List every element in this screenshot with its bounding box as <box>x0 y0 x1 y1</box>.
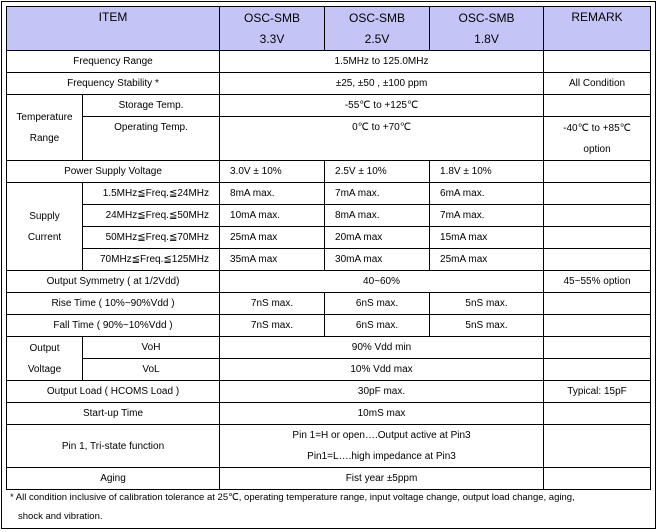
power-supply-1v8: 1.8V ± 10% <box>430 161 544 183</box>
table-row <box>7 271 651 293</box>
storage-temp-label: Storage Temp. <box>83 95 220 117</box>
remark-cell <box>544 315 651 337</box>
operating-temp-remark-line1: -40℃ to +85℃ <box>563 122 631 134</box>
supply-current-3v3: 35mA max <box>220 249 325 271</box>
table-row <box>7 117 651 161</box>
vol-value: 10% Vdd max <box>220 359 544 381</box>
footnote-line2: shock and vibration. <box>18 511 103 522</box>
remark-cell <box>544 337 651 359</box>
table-row <box>7 293 651 315</box>
table-row <box>7 359 651 381</box>
table-row <box>7 227 651 249</box>
table-row <box>7 95 651 117</box>
header-col-3v3-model: OSC-SMB <box>244 10 301 25</box>
temperature-group-label <box>7 95 83 161</box>
output-load-remark: Typical: 15pF <box>544 381 651 403</box>
storage-temp-value: -55℃ to +125℃ <box>220 95 544 117</box>
power-supply-2v5: 2.5V ± 10% <box>325 161 430 183</box>
rise-time-label: Rise Time ( 10%~90%Vdd ) <box>7 293 220 315</box>
table-row <box>7 403 651 425</box>
remark-cell <box>544 51 651 73</box>
supply-current-1v8: 7mA max. <box>430 205 544 227</box>
output-load-value: 30pF max. <box>220 381 544 403</box>
remark-cell <box>544 359 651 381</box>
output-voltage-group-label <box>7 337 83 381</box>
supply-current-2v5: 30mA max <box>325 249 430 271</box>
output-symmetry-label: Output Symmetry ( at 1/2Vdd) <box>7 271 220 293</box>
remark-cell <box>544 425 651 468</box>
spec-table <box>6 6 651 490</box>
aging-value: Fist year ±5ppm <box>220 468 544 490</box>
table-row <box>7 315 651 337</box>
operating-temp-label: Operating Temp. <box>83 117 220 161</box>
supply-current-1v8: 15mA max <box>430 227 544 249</box>
table-row <box>7 183 651 205</box>
footnote-line1: * All condition inclusive of calibration tolerance at 25℃, operating temperature range, input voltage change, output load change, aging, <box>10 492 575 503</box>
output-voltage-group-line2: Voltage <box>27 363 62 375</box>
footnote <box>10 488 652 526</box>
supply-current-2v5: 8mA max. <box>325 205 430 227</box>
voh-value: 90% Vdd min <box>220 337 544 359</box>
power-supply-label: Power Supply Voltage <box>7 161 220 183</box>
output-symmetry-remark: 45~55% option <box>544 271 651 293</box>
table-row <box>7 249 651 271</box>
frequency-stability-value: ±25, ±50 , ±100 ppm <box>220 73 544 95</box>
supply-current-3v3: 10mA max. <box>220 205 325 227</box>
header-col-1v8-model: OSC-SMB <box>458 10 515 25</box>
header-col-3v3-voltage: 3.3V <box>259 31 285 46</box>
remark-cell <box>544 183 651 205</box>
remark-cell <box>544 227 651 249</box>
supply-current-group-label <box>7 183 83 271</box>
header-col-2v5-model: OSC-SMB <box>349 10 406 25</box>
startup-time-label: Start-up Time <box>7 403 220 425</box>
supply-current-range-label: 1.5MHz≦Freq.≦24MHz <box>83 183 220 205</box>
rise-time-1v8: 5nS max. <box>430 293 544 315</box>
table-row <box>7 337 651 359</box>
temperature-group-line1: Temperature <box>16 111 73 123</box>
supply-current-range-label: 70MHz≦Freq.≦125MHz <box>83 249 220 271</box>
supply-current-group-line1: Supply <box>29 210 60 222</box>
frequency-stability-label: Frequency Stability * <box>7 73 220 95</box>
supply-current-3v3: 8mA max. <box>220 183 325 205</box>
tristate-label: Pin 1, Tri-state function <box>7 425 220 468</box>
table-row <box>7 381 651 403</box>
operating-temp-remark-line2: option <box>583 143 611 155</box>
output-load-label: Output Load ( HCOMS Load ) <box>7 381 220 403</box>
fall-time-label: Fall Time ( 90%~10%Vdd ) <box>7 315 220 337</box>
remark-cell <box>544 205 651 227</box>
power-supply-3v3: 3.0V ± 10% <box>220 161 325 183</box>
operating-temp-value: 0℃ to +70℃ <box>220 117 544 161</box>
table-row <box>7 425 651 468</box>
supply-current-2v5: 20mA max <box>325 227 430 249</box>
fall-time-3v3: 7nS max. <box>220 315 325 337</box>
table-row <box>7 161 651 183</box>
startup-time-value: 10mS max <box>220 403 544 425</box>
rise-time-3v3: 7nS max. <box>220 293 325 315</box>
remark-cell <box>544 161 651 183</box>
header-row <box>7 7 651 51</box>
header-col-3v3 <box>220 7 325 51</box>
remark-cell <box>544 403 651 425</box>
aging-label: Aging <box>7 468 220 490</box>
fall-time-1v8: 5nS max. <box>430 315 544 337</box>
header-remark: REMARK <box>544 7 651 51</box>
remark-cell <box>544 293 651 315</box>
header-col-2v5 <box>325 7 430 51</box>
operating-temp-remark <box>544 117 651 161</box>
supply-current-2v5: 7mA max. <box>325 183 430 205</box>
remark-cell <box>544 468 651 490</box>
supply-current-range-label: 24MHz≦Freq.≦50MHz <box>83 205 220 227</box>
tristate-value <box>220 425 544 468</box>
tristate-line2: Pin1=L….high impedance at Pin3 <box>307 451 456 462</box>
output-voltage-group-line1: Output <box>29 342 60 354</box>
output-symmetry-value: 40~60% <box>220 271 544 293</box>
vol-label: VoL <box>83 359 220 381</box>
header-col-2v5-voltage: 2.5V <box>364 31 390 46</box>
supply-current-3v3: 25mA max <box>220 227 325 249</box>
tristate-line1: Pin 1=H or open….Output active at Pin3 <box>292 430 471 441</box>
table-row <box>7 51 651 73</box>
supply-current-1v8: 25mA max <box>430 249 544 271</box>
table-row <box>7 205 651 227</box>
table-row <box>7 468 651 490</box>
frequency-range-value: 1.5MHz to 125.0MHz <box>220 51 544 73</box>
remark-cell <box>544 249 651 271</box>
frequency-range-label: Frequency Range <box>7 51 220 73</box>
header-col-1v8-voltage: 1.8V <box>474 31 499 46</box>
supply-current-group-line2: Current <box>27 231 62 243</box>
header-item: ITEM <box>7 7 220 51</box>
frequency-stability-remark: All Condition <box>544 73 651 95</box>
fall-time-2v5: 6nS max. <box>325 315 430 337</box>
voh-label: VoH <box>83 337 220 359</box>
header-col-1v8 <box>430 7 544 51</box>
supply-current-1v8: 6mA max. <box>430 183 544 205</box>
supply-current-range-label: 50MHz≦Freq.≦70MHz <box>83 227 220 249</box>
table-row <box>7 73 651 95</box>
temperature-group-line2: Range <box>29 132 60 144</box>
remark-cell <box>544 95 651 117</box>
rise-time-2v5: 6nS max. <box>325 293 430 315</box>
